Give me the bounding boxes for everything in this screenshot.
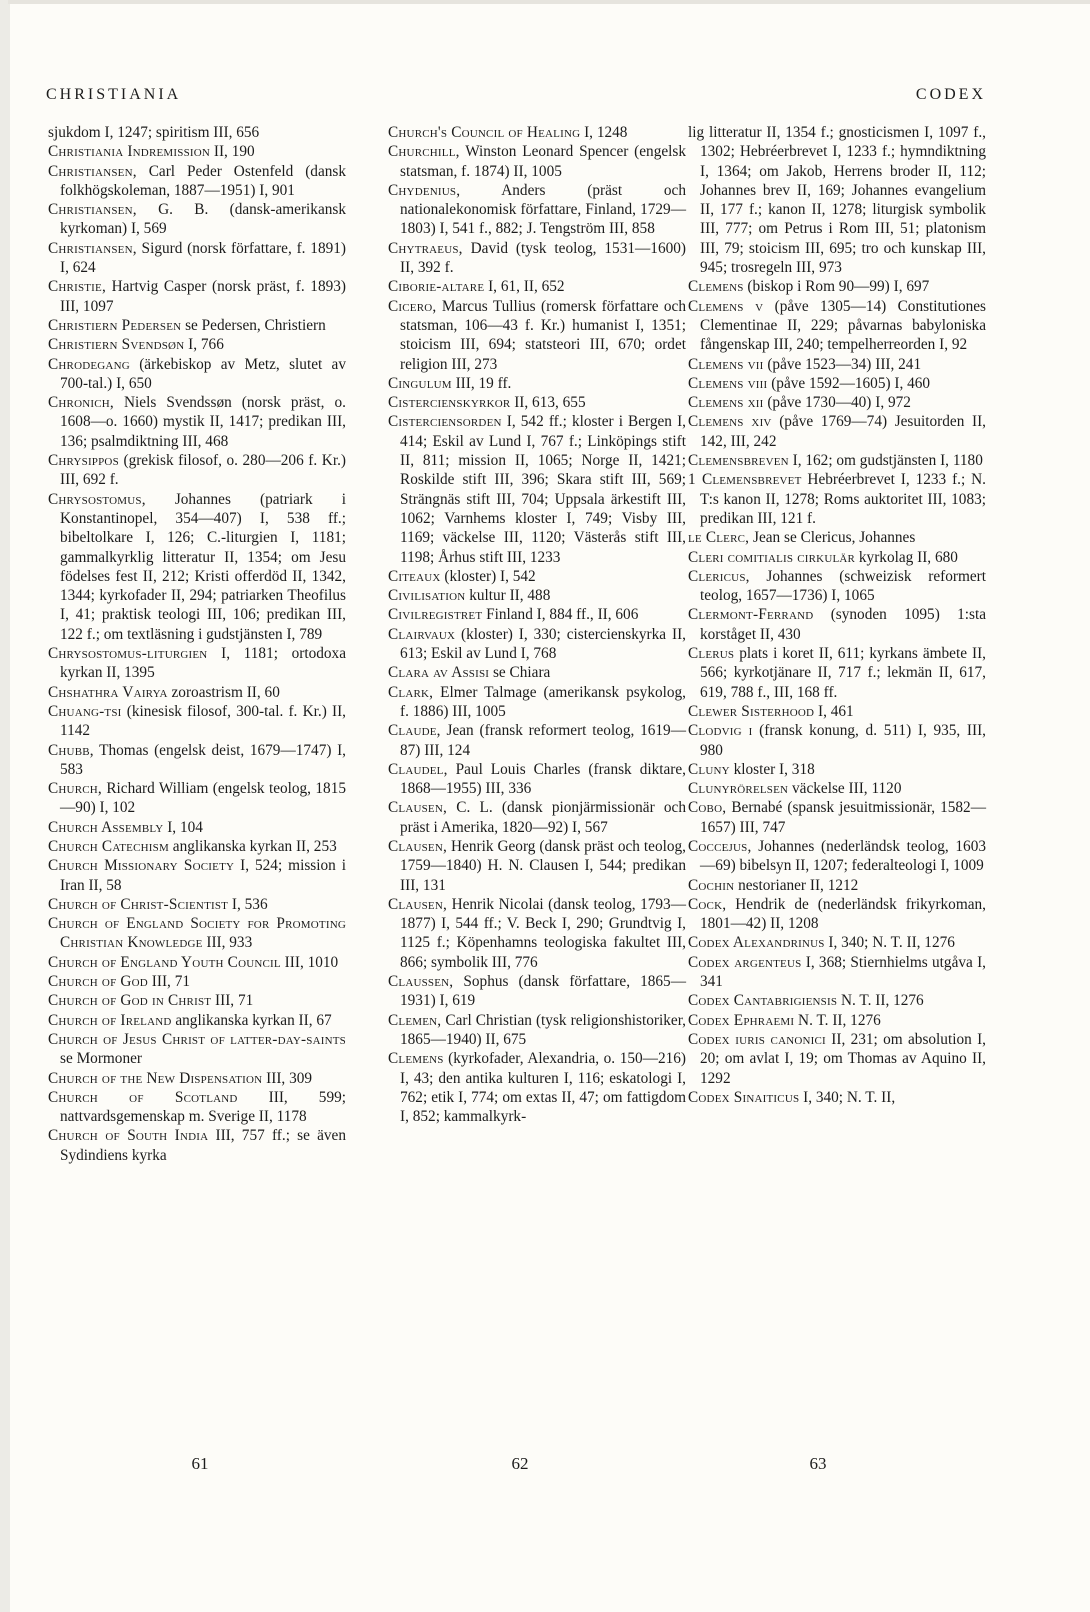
entry-headword: Church of the New Dispensation (48, 1069, 263, 1087)
index-entry (48, 355, 346, 394)
index-entry (688, 1011, 986, 1030)
entry-text: (påve 1592—1605) I, 460 (767, 374, 931, 392)
index-entry (688, 702, 986, 721)
entry-headword: Cingulum (388, 374, 452, 392)
entry-text: III, 1010 (280, 953, 339, 971)
entry-headword: Clairvaux (388, 625, 456, 643)
index-entry (388, 895, 686, 972)
entry-headword: Codex Cantabrigiensis (688, 992, 838, 1010)
index-entry (388, 567, 686, 586)
entry-headword: Codex Alexandrinus (688, 934, 825, 952)
entry-headword: Civilisation (388, 587, 466, 605)
entry-headword: Chshathra Vairya (48, 683, 168, 701)
index-column-2 (388, 123, 686, 1126)
entry-text: Richard William (engelsk teolog, 1815—90) I, 102 (60, 780, 346, 817)
entry-text: (fransk konung, d. 511) I, 935, III, 980 (700, 722, 986, 759)
entry-headword: Church of God in Christ (48, 992, 212, 1010)
entry-text: III, 19 ff. (451, 374, 512, 392)
index-entry (688, 721, 986, 760)
entry-text: Sigurd (norsk författare, f. 1891) I, 624 (60, 239, 346, 277)
entry-text: I, 1181; ortodoxa kyrkan II, 1395 (60, 645, 346, 682)
entry-text: Hendrik de (nederländsk frikyrkoman, 1801—42) II, 1208 (700, 895, 986, 933)
index-entry (388, 625, 686, 664)
index-entry (688, 374, 986, 393)
entry-text: N. T. II, 1276 (837, 992, 924, 1010)
entry-headword: Clericus, (688, 567, 750, 585)
entry-headword: Chrysostomus-liturgien (48, 645, 208, 663)
index-entry (48, 1088, 346, 1127)
entry-text: Elmer Talmage (amerikansk psykolog, f. 1886) III, 1005 (400, 683, 686, 720)
index-entry (688, 798, 986, 837)
index-entry (48, 123, 346, 142)
index-entry (388, 297, 686, 374)
entry-text: Thomas (engelsk deist, 1679—1747) I, 583 (60, 741, 346, 778)
entry-text: II, 231; om absolution I, 20; om avlat I, 19; om Thomas av Aquino II, 1292 (700, 1030, 986, 1087)
index-entry (48, 142, 346, 161)
entry-headword: Church of Ireland (48, 1011, 172, 1029)
entry-headword: Clemens xiv (688, 413, 772, 431)
index-entry (388, 239, 686, 278)
index-entry (688, 355, 986, 374)
entry-text: I, 766 (184, 336, 224, 354)
entry-headword: Claude, (388, 722, 441, 740)
entry-text: (påve 1730—40) I, 972 (763, 394, 911, 412)
index-entry (48, 490, 346, 644)
entry-text: Jean se Clericus, Johannes (749, 529, 916, 547)
index-entry (48, 991, 346, 1010)
entry-headword: Clemensbreven (688, 452, 789, 470)
entry-text: (kyrkofader, Alexandria, o. 150—216) I, 43; den antika kulturen I, 116; eskatologi I, 762; etik I, 774; om extas II, 47; om fattigdom I, 852; kammalkyrk- (400, 1050, 686, 1126)
page-number-left: 61 (191, 1454, 209, 1473)
index-entry (688, 779, 986, 798)
entry-headword: Chytraeus, (388, 239, 463, 257)
entry-text: I, 536 (228, 895, 268, 913)
entry-text: (kloster) I, 330; cistercienskyrka II, 613; Eskil av Lund I, 768 (400, 625, 686, 663)
entry-text: Johannes (nederländsk teolog, 1603—69) bibelsyn II, 1207; federalteologi I, 1009 (700, 837, 986, 875)
index-entry (688, 297, 986, 355)
entry-text: Bernabé (spansk jesuitmissionär, 1582—1657) III, 747 (700, 799, 986, 836)
entry-text: (påve 1305—14) Constitutiones Clementinae II, 229; påvarnas babyloniska fångenskap III, 240; tempelherreorden I, 92 (700, 297, 986, 354)
index-entry (388, 181, 686, 239)
entry-text: N. T. II, 1276 (794, 1011, 881, 1029)
entry-text: Winston Leonard Spencer (engelsk statsman, f. 1874) II, 1005 (400, 143, 686, 180)
index-entry (48, 856, 346, 895)
entry-headword: Cleri comitialis cirkulär (688, 548, 856, 566)
entry-headword: le Clerc, (688, 529, 750, 547)
entry-headword: Church of Scotland (48, 1088, 238, 1106)
entry-headword: Churchill, (388, 143, 460, 161)
page-edge-top (8, 0, 1090, 4)
entry-headword: Church Catechism (48, 837, 169, 855)
index-entry (48, 1030, 346, 1069)
entry-headword: Clausen, (388, 895, 448, 913)
index-entry (688, 991, 986, 1010)
entry-headword: Claussen, (388, 973, 454, 991)
entry-headword: Clewer Sisterhood (688, 702, 815, 720)
index-entry (388, 1049, 686, 1126)
index-entry (48, 1011, 346, 1030)
page-number-middle: 62 (511, 1454, 529, 1473)
entry-headword: Codex Sinaiticus (688, 1088, 800, 1106)
entry-headword: Clemens vii (688, 355, 764, 373)
entry-headword: Church of England Society for Promoting Christian Knowledge (48, 915, 346, 952)
entry-headword: Clemens viii (688, 374, 768, 392)
index-entry (688, 953, 986, 992)
index-entry (48, 837, 346, 856)
entry-headword: Church of Christ-Scientist (48, 895, 229, 913)
entry-headword: Church of Jesus Christ of latter-day-saints (48, 1030, 346, 1048)
index-entry (388, 683, 686, 722)
entry-headword: Chrysippos (48, 452, 119, 470)
entry-headword: Clemens (688, 278, 744, 296)
index-entry (48, 741, 346, 780)
index-entry (388, 663, 686, 682)
index-entry (388, 760, 686, 799)
index-entry (388, 277, 686, 296)
entry-text: se Mormoner (60, 1050, 142, 1068)
index-entry (48, 972, 346, 991)
entry-headword: Clemens (388, 1050, 444, 1068)
entry-headword: Cock, (688, 895, 727, 913)
entry-headword: Chrysostomus, (48, 490, 146, 508)
index-entry (48, 277, 346, 316)
entry-text: I, 524; mission i Iran II, 58 (60, 857, 347, 894)
index-entry (48, 779, 346, 818)
index-entry (48, 1126, 346, 1165)
entry-text: II, 613, 655 (510, 394, 586, 412)
index-entry (388, 374, 686, 393)
index-entry (388, 972, 686, 1011)
index-entry (688, 451, 986, 470)
entry-text: (påve 1769—74) Jesuitorden II, 142, III, 242 (700, 413, 986, 450)
index-entry (388, 412, 686, 566)
entry-headword: Clunyrörelsen (688, 780, 789, 798)
entry-text: zoroastrism II, 60 (167, 683, 280, 701)
entry-headword: Cluny (688, 760, 730, 778)
entry-text: anglikanska kyrkan II, 253 (168, 837, 337, 855)
entry-headword: Clerus (688, 645, 735, 663)
entry-text: (kloster) I, 542 (440, 567, 536, 585)
entry-text: (påve 1523—34) III, 241 (763, 355, 922, 373)
entry-text: Carl Peder Ostenfeld (dansk folkhögskoleman, 1887—1951) I, 901 (60, 162, 346, 199)
entry-text: (synoden 1095) 1:sta korståget II, 430 (700, 606, 986, 643)
index-column-3 (688, 123, 986, 1107)
entry-text: Johannes (schweizisk reformert teolog, 1657—1736) I, 1065 (700, 567, 986, 605)
index-entry (388, 837, 686, 895)
entry-text: III, 757 ff.; se även Sydindiens kyrka (60, 1127, 346, 1164)
index-entry (688, 644, 986, 702)
entry-text: Sophus (dansk författare, 1865—1931) I, 619 (400, 973, 686, 1010)
entry-headword: Cicero, (388, 297, 437, 315)
index-entry (48, 335, 346, 354)
index-entry (48, 393, 346, 451)
index-entry (688, 277, 986, 296)
entry-text: C. L. (dansk pionjärmissionär och präst i Amerika, 1820—92) I, 567 (400, 799, 686, 836)
entry-headword: Clara av Assisi (388, 664, 490, 682)
entry-text: I, 542 ff.; kloster i Bergen I, 414; Eskil av Lund I, 767 f.; Linköpings stift II, 811; mission II, 1065; Norge II, 1421; Roskilde stift III, 396; Skara stift III, 569; Strängnäs stift III, 704; Uppsala ärkestift III, 1062; Varnhems kloster I, 749; Visby III, 1169; väckelse III, 1120; Västerås stift III, 1198; Århus stift III, 1233 (400, 413, 686, 566)
entry-text: I, 461 (814, 702, 854, 720)
index-entry (48, 162, 346, 201)
entry-headword: Claudel, (388, 760, 448, 778)
index-entry (688, 876, 986, 895)
entry-headword: Christiansen, (48, 162, 137, 180)
entry-headword: Clausen, (388, 799, 448, 817)
entry-text: kloster I, 318 (729, 760, 815, 778)
index-entry (48, 239, 346, 278)
entry-text: David (tysk teolog, 1531—1600) II, 392 f. (400, 239, 686, 277)
index-entry (688, 1030, 986, 1088)
entry-text: Paul Louis Charles (fransk diktare, 1868—1955) III, 336 (400, 760, 686, 798)
entry-headword: Church of God (48, 973, 148, 991)
index-entry (688, 528, 986, 547)
entry-headword: Clemens v (688, 297, 764, 315)
entry-text: III, 599; nattvardsgemenskap m. Sverige II, 1178 (60, 1088, 346, 1126)
entry-headword: Christiern Pedersen (48, 316, 182, 334)
page-edge-left (0, 0, 10, 1612)
index-entry (688, 1088, 986, 1107)
entry-text: III, 71 (147, 973, 191, 991)
entry-headword: Christiern Svendsøn (48, 336, 185, 354)
entry-headword: Christie, (48, 278, 106, 296)
entry-text: lig litteratur II, 1354 f.; gnosticismen I, 1097 f., 1302; Hebréerbrevet I, 1233 f.; hymndiktning I, 1364; om Jakob, Herrens broder II, 112; Johannes brev II, 169; Johannes evangelium II, 177 f.; kanon II, 1278; liturgisk symbolik III, 777; om Petrus i Rom III, 51; platonism III, 79; stoicism III, 695; tro och kunskap III, 945; trosregeln III, 973 (688, 124, 986, 277)
index-entry (688, 412, 986, 451)
entry-headword: Cisterciensorden (388, 413, 502, 431)
entry-text: (grekisk filosof, o. 280—206 f. Kr.) III, 692 f. (60, 452, 346, 489)
entry-headword: Clemens xii (688, 394, 764, 412)
entry-headword: Chuang-tsi (48, 702, 122, 720)
entry-headword: 1 Clemensbrevet (688, 471, 802, 489)
entry-text: kultur II, 488 (465, 587, 551, 605)
entry-text: Hartvig Casper (norsk präst, f. 1893) III, 1097 (60, 278, 346, 315)
index-entry (48, 818, 346, 837)
entry-text: (biskop i Rom 90—99) I, 697 (743, 278, 930, 296)
entry-text: sjukdom I, 1247; spiritism III, 656 (48, 124, 260, 141)
entry-text: (kinesisk filosof, 300-tal. f. Kr.) II, 1142 (60, 702, 346, 740)
index-entry (388, 721, 686, 760)
entry-text: Henrik Georg (dansk präst och teolog, 1759—1840) H. N. Clausen I, 544; predikan III, 131 (400, 837, 686, 894)
entry-headword: Cistercienskyrkor (388, 394, 511, 412)
entry-text: Johannes (patriark i Konstantinopel, 354—407) I, 538 ff.; bibeltolkare I, 126; C.-liturgien I, 1181; gammalkyrklig litteratur II, 1354; om Jesu födelses fest II, 212; Kristi offerdöd II, 1342, 1344; kyrkofader II, 294; patriarken Theofilus I, 41; praktisk teologi III, 106; predikan III, 122 f.; om textläsning i gudstjänsten I, 789 (60, 490, 346, 643)
entry-headword: Civilregistret (388, 606, 483, 624)
entry-text: I, 104 (163, 818, 203, 836)
index-entry (48, 200, 346, 239)
index-entry (48, 316, 346, 335)
entry-text: väckelse III, 1120 (788, 780, 902, 798)
entry-headword: Cochin (688, 876, 735, 894)
entry-headword: Codex Ephraemi (688, 1011, 795, 1029)
index-entry (48, 953, 346, 972)
entry-text: Jean (fransk reformert teolog, 1619—87) III, 124 (400, 722, 686, 759)
entry-text: plats i koret II, 611; kyrkans ämbete II, 566; kyrkotjänare II, 717 f.; lekmän II, 617, 619, 788 f., III, 168 ff. (700, 645, 986, 701)
index-entry (388, 142, 686, 181)
index-entry (388, 123, 686, 142)
entry-text: (ärkebiskop av Metz, slutet av 700-tal.) I, 650 (60, 355, 346, 392)
entry-text: nestorianer II, 1212 (734, 876, 859, 894)
index-entry (688, 837, 986, 876)
entry-headword: Church of England Youth Council (48, 953, 281, 971)
index-entry (388, 1011, 686, 1050)
entry-headword: Clermont-Ferrand (688, 606, 814, 624)
entry-headword: Cobo, (688, 799, 727, 817)
entry-text: Henrik Nicolai (dansk teolog, 1793—1877) I, 544 ff.; V. Beck I, 290; Grundtvig I, 1125 f.; Köpenhamns teologiska fakultet III, 866; symbolik III, 776 (400, 895, 686, 971)
index-entry (688, 605, 986, 644)
entry-headword: Church Assembly (48, 818, 164, 836)
entry-headword: Church Missionary Society (48, 857, 235, 875)
entry-headword: Christiansen, (48, 201, 137, 219)
entry-text: I, 340; N. T. II, 1276 (824, 934, 955, 952)
entry-headword: Church's Council of Healing (388, 124, 581, 141)
entry-headword: Chrodegang (48, 355, 130, 373)
index-entry (388, 605, 686, 624)
index-entry (48, 644, 346, 683)
index-entry (388, 393, 686, 412)
header-right-guideword: CODEX (915, 86, 986, 103)
entry-text: I, 61, II, 652 (484, 278, 565, 296)
index-entry (688, 760, 986, 779)
index-entry (688, 123, 986, 277)
entry-text: I, 368; Stiernhielms utgåva I, 341 (700, 953, 986, 991)
entry-headword: Chubb, (48, 741, 94, 759)
index-entry (688, 933, 986, 952)
entry-headword: Clodvig i (688, 722, 753, 740)
index-entry (48, 451, 346, 490)
index-entry (388, 798, 686, 837)
entry-headword: Christiansen, (48, 239, 137, 257)
index-entry (48, 895, 346, 914)
index-entry (688, 470, 986, 528)
entry-headword: Clausen, (388, 837, 448, 855)
entry-text: Niels Svendssøn (norsk präst, o. 1608—o. 1660) mystik II, 1417; predikan III, 136; psalmdiktning III, 468 (60, 394, 346, 450)
entry-text: anglikanska kyrkan II, 67 (171, 1011, 332, 1029)
index-entry (688, 895, 986, 934)
entry-headword: Codex iuris canonici (688, 1030, 826, 1048)
entry-text: Marcus Tullius (romersk författare och statsman, 106—43 f. Kr.) humanist I, 1351; stoicism III, 694; statsteori III, 670; ordet religion III, 273 (400, 297, 686, 373)
entry-text: Finland I, 884 ff., II, 606 (482, 606, 639, 624)
entry-text: I, 1248 (580, 124, 628, 141)
entry-headword: Chronich, (48, 394, 114, 412)
entry-headword: Church of South India (48, 1127, 209, 1145)
entry-headword: Christiania Indremission (48, 143, 211, 161)
entry-text: kyrkolag II, 680 (855, 548, 958, 566)
entry-text: se Pedersen, Christiern (181, 316, 326, 334)
entry-headword: Coccejus, (688, 837, 752, 855)
entry-text: II, 190 (210, 143, 255, 161)
index-entry (48, 702, 346, 741)
index-entry (48, 914, 346, 953)
entry-text: Anders (präst och nationalekonomisk författare, Finland, 1729—1803) I, 541 f., 882; J. Tengström III, 858 (400, 181, 686, 238)
entry-headword: Church, (48, 780, 102, 798)
entry-headword: Codex argenteus (688, 953, 802, 971)
entry-headword: Ciborie-altare (388, 278, 485, 296)
entry-text: III, 71 (211, 992, 254, 1010)
index-entry (48, 1069, 346, 1088)
entry-text: G. B. (dansk-amerikansk kyrkoman) I, 569 (60, 201, 346, 238)
index-entry (388, 586, 686, 605)
entry-headword: Citeaux (388, 567, 441, 585)
entry-text: se Chiara (489, 664, 551, 682)
entry-text: I, 162; om gudstjänsten I, 1180 (788, 452, 983, 470)
entry-text: III, 933 (202, 934, 253, 952)
running-header (46, 86, 986, 110)
entry-text: I, 340; N. T. II, (799, 1088, 896, 1106)
index-entry (688, 567, 986, 606)
entry-text: Carl Christian (tysk religionshistoriker, 1865—1940) II, 675 (400, 1011, 686, 1048)
header-left-guideword: CHRISTIANIA (46, 86, 182, 103)
entry-text: Hebréerbrevet I, 1233 f.; N. T:s kanon II, 1278; Roms auktoritet III, 1083; predikan III, 121 f. (700, 471, 987, 527)
entry-text: III, 309 (262, 1069, 313, 1087)
entry-headword: Chydenius, (388, 181, 461, 199)
index-column-1 (48, 123, 346, 1165)
index-entry (688, 393, 986, 412)
entry-headword: Clark, (388, 683, 434, 701)
entry-headword: Clemen, (388, 1011, 442, 1029)
page-number-right: 63 (809, 1454, 827, 1473)
index-entry (688, 548, 986, 567)
index-entry (48, 683, 346, 702)
